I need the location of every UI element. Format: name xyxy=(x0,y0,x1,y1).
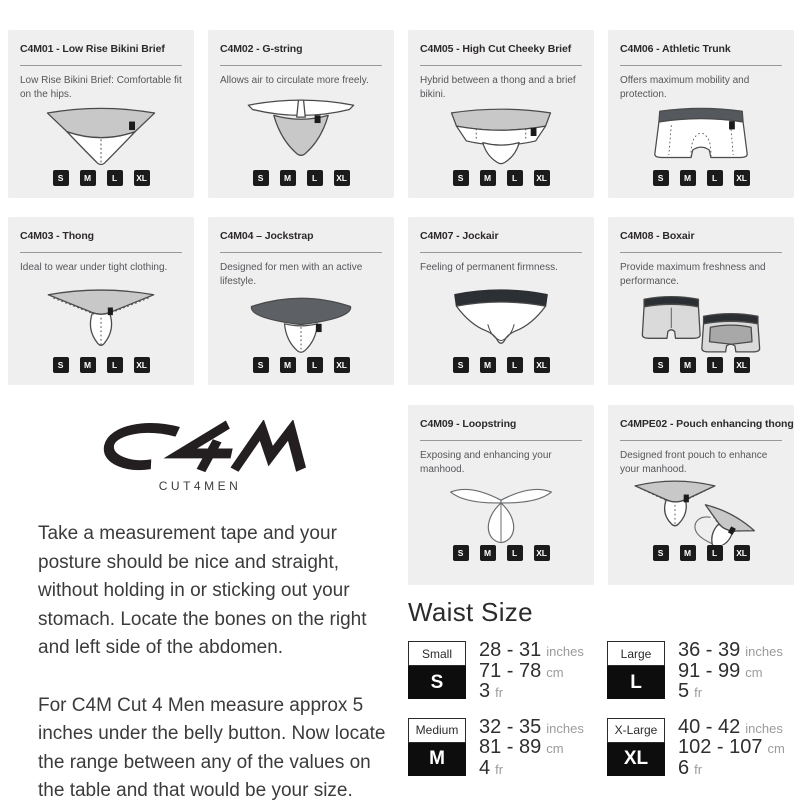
size-label: X-Large xyxy=(607,718,665,743)
boxair-illustration xyxy=(620,289,782,357)
product-title: C4M02 - G-string xyxy=(220,43,303,55)
product-title: C4M06 - Athletic Trunk xyxy=(620,43,731,55)
size-badge-s: S xyxy=(453,545,469,561)
waist-size-heading: Waist Size xyxy=(408,597,533,627)
product-description: Exposing and enhancing your manhood. xyxy=(420,450,552,475)
size-badge-l: L xyxy=(707,357,723,373)
divider xyxy=(620,65,782,66)
fr-unit: fr xyxy=(694,761,703,777)
size-badge-m: M xyxy=(280,170,296,186)
size-box-small xyxy=(408,641,466,699)
size-box-medium xyxy=(408,718,466,776)
waist-entry-large xyxy=(607,641,794,703)
product-description: Feeling of permanent firmness. xyxy=(420,262,558,273)
size-badges xyxy=(620,545,782,561)
size-badge-xl: XL xyxy=(334,357,350,373)
size-badge-xl: XL xyxy=(334,170,350,186)
thong-illustration xyxy=(20,275,182,357)
size-badge-m: M xyxy=(480,357,496,373)
waist-size-section xyxy=(408,597,794,779)
divider xyxy=(420,65,582,66)
cm-unit: cm xyxy=(546,741,564,756)
size-badge-s: S xyxy=(53,170,69,186)
size-letter: M xyxy=(408,743,466,776)
cm-value: 81 - 89 xyxy=(479,736,542,758)
size-label: Small xyxy=(408,641,466,666)
size-badge-s: S xyxy=(253,357,269,373)
product-card-c4m04 xyxy=(208,217,394,385)
inches-unit: inches xyxy=(546,644,584,659)
product-description: Hybrid between a thong and a brief bikini. xyxy=(420,75,576,100)
fr-unit: fr xyxy=(495,761,504,777)
divider xyxy=(220,252,382,253)
product-card-c4m01 xyxy=(8,30,194,198)
product-title: C4M04 – Jockstrap xyxy=(220,230,314,242)
fr-unit: fr xyxy=(694,685,703,700)
product-description: Ideal to wear under tight clothing. xyxy=(20,262,168,273)
size-label: Medium xyxy=(408,718,466,743)
size-badge-l: L xyxy=(707,545,723,561)
product-card-c4m08 xyxy=(608,217,794,385)
size-badge-s: S xyxy=(653,545,669,561)
product-title: C4M08 - Boxair xyxy=(620,230,695,242)
size-badge-xl: XL xyxy=(534,357,550,373)
product-title: C4M03 - Thong xyxy=(20,230,94,242)
waist-size-table xyxy=(408,641,794,779)
cm-unit: cm xyxy=(767,741,785,756)
size-badge-l: L xyxy=(507,545,523,561)
size-letter: XL xyxy=(607,743,665,776)
jockstrap-illustration xyxy=(220,289,382,357)
size-badge-m: M xyxy=(280,357,296,373)
size-badge-m: M xyxy=(80,170,96,186)
cm-unit: cm xyxy=(546,664,564,680)
size-badge-l: L xyxy=(507,170,523,186)
measurements xyxy=(678,715,785,780)
product-card-c4m03 xyxy=(8,217,194,385)
measurements xyxy=(678,641,783,703)
size-badges xyxy=(620,357,782,373)
size-badge-xl: XL xyxy=(134,170,150,186)
fr-value: 5 xyxy=(678,680,690,702)
inches-value: 40 - 42 xyxy=(678,715,741,738)
size-badge-l: L xyxy=(307,170,323,186)
size-badges xyxy=(620,170,782,186)
product-card-c4m07 xyxy=(408,217,594,385)
divider xyxy=(220,65,382,66)
measurement-instructions xyxy=(38,520,394,806)
size-badge-xl: XL xyxy=(534,170,550,186)
size-badge-s: S xyxy=(653,170,669,186)
fr-value: 4 xyxy=(479,756,491,779)
pouch-enhancing-thong-illustration xyxy=(620,477,782,545)
high-cut-cheeky-brief-illustration xyxy=(420,102,582,170)
c4m-logo-icon xyxy=(92,420,308,476)
product-title: C4M01 - Low Rise Bikini Brief xyxy=(20,43,165,55)
size-badge-s: S xyxy=(453,170,469,186)
inches-value: 28 - 31 xyxy=(479,639,542,661)
inches-unit: inches xyxy=(745,720,783,736)
measurements xyxy=(479,715,584,780)
size-badge-m: M xyxy=(680,170,696,186)
fr-value: 6 xyxy=(678,756,690,779)
product-card-c4m06 xyxy=(608,30,794,198)
size-badge-xl: XL xyxy=(734,170,750,186)
instructions-paragraph-1: Take a measurement tape and your posture should be nice and straight, without holding in or sticking out your stomach. Locate the bones on the right and left side of the abdomen. xyxy=(38,523,367,658)
size-badge-m: M xyxy=(480,170,496,186)
divider xyxy=(620,252,782,253)
size-badge-m: M xyxy=(680,545,696,561)
size-badge-m: M xyxy=(80,357,96,373)
divider xyxy=(420,440,582,441)
size-badge-l: L xyxy=(107,357,123,373)
size-letter: S xyxy=(408,666,466,699)
size-badges xyxy=(20,357,182,373)
size-badge-s: S xyxy=(653,357,669,373)
instructions-paragraph-2: For C4M Cut 4 Men measure approx 5 inches under the belly button. Now locate the range between any of the values on the table and that would be your size. xyxy=(38,694,386,801)
low-rise-bikini-brief-illustration xyxy=(20,102,182,170)
inches-value: 32 - 35 xyxy=(479,715,542,738)
inches-unit: inches xyxy=(546,720,584,736)
size-badge-xl: XL xyxy=(734,545,750,561)
size-badges xyxy=(420,357,582,373)
athletic-trunk-illustration xyxy=(620,102,782,170)
fr-value: 3 xyxy=(479,680,491,702)
size-box-x-large xyxy=(607,718,665,776)
logo-subtext: CUT4MEN xyxy=(158,479,242,493)
size-badge-xl: XL xyxy=(734,357,750,373)
product-description: Designed front pouch to enhance your manhood. xyxy=(620,450,768,475)
cm-value: 91 - 99 xyxy=(678,659,741,682)
inches-unit: inches xyxy=(745,644,783,659)
jockair-illustration xyxy=(420,275,582,357)
size-badges xyxy=(20,170,182,186)
size-badge-l: L xyxy=(507,357,523,373)
divider xyxy=(620,440,782,441)
product-card-c4m05 xyxy=(408,30,594,198)
product-card-c4m02 xyxy=(208,30,394,198)
product-card-c4mpe02 xyxy=(608,405,794,585)
size-letter: L xyxy=(607,666,665,699)
g-string-illustration xyxy=(220,88,382,170)
waist-entry-small xyxy=(408,641,595,703)
product-title: C4M07 - Jockair xyxy=(420,230,499,242)
size-box-large xyxy=(607,641,665,699)
size-label: Large xyxy=(607,641,665,666)
size-badge-m: M xyxy=(480,545,496,561)
loopstring-illustration xyxy=(420,477,582,545)
product-description: Low Rise Bikini Brief: Comfortable fit on the hips. xyxy=(20,75,182,100)
divider xyxy=(20,252,182,253)
product-description: Allows air to circulate more freely. xyxy=(220,75,369,86)
cm-value: 71 - 78 xyxy=(479,659,542,682)
product-title: C4M09 - Loopstring xyxy=(420,418,517,430)
size-badges xyxy=(220,170,382,186)
measurements xyxy=(479,641,584,703)
fr-unit: fr xyxy=(495,685,504,700)
size-badges xyxy=(420,545,582,561)
size-badge-m: M xyxy=(680,357,696,373)
cm-unit: cm xyxy=(745,664,763,680)
size-badge-l: L xyxy=(707,170,723,186)
product-description: Designed for men with an active lifestyle. xyxy=(220,262,363,287)
size-badge-l: L xyxy=(107,170,123,186)
size-badge-s: S xyxy=(253,170,269,186)
product-description: Offers maximum mobility and protection. xyxy=(620,75,750,100)
inches-value: 36 - 39 xyxy=(678,639,741,661)
product-description: Provide maximum freshness and performance. xyxy=(620,262,766,287)
size-badge-xl: XL xyxy=(534,545,550,561)
product-title: C4MPE02 - Pouch enhancing thong xyxy=(620,418,794,430)
divider xyxy=(420,252,582,253)
size-badge-s: S xyxy=(453,357,469,373)
size-badge-xl: XL xyxy=(134,357,150,373)
waist-entry-x-large xyxy=(607,715,794,780)
waist-entry-medium xyxy=(408,715,595,780)
divider xyxy=(20,65,182,66)
size-badges xyxy=(420,170,582,186)
product-card-c4m09 xyxy=(408,405,594,585)
size-badges xyxy=(220,357,382,373)
product-title: C4M05 - High Cut Cheeky Brief xyxy=(420,43,572,55)
brand-logo xyxy=(30,420,370,493)
size-badge-s: S xyxy=(53,357,69,373)
size-badge-l: L xyxy=(307,357,323,373)
cm-value: 102 - 107 xyxy=(678,736,763,758)
